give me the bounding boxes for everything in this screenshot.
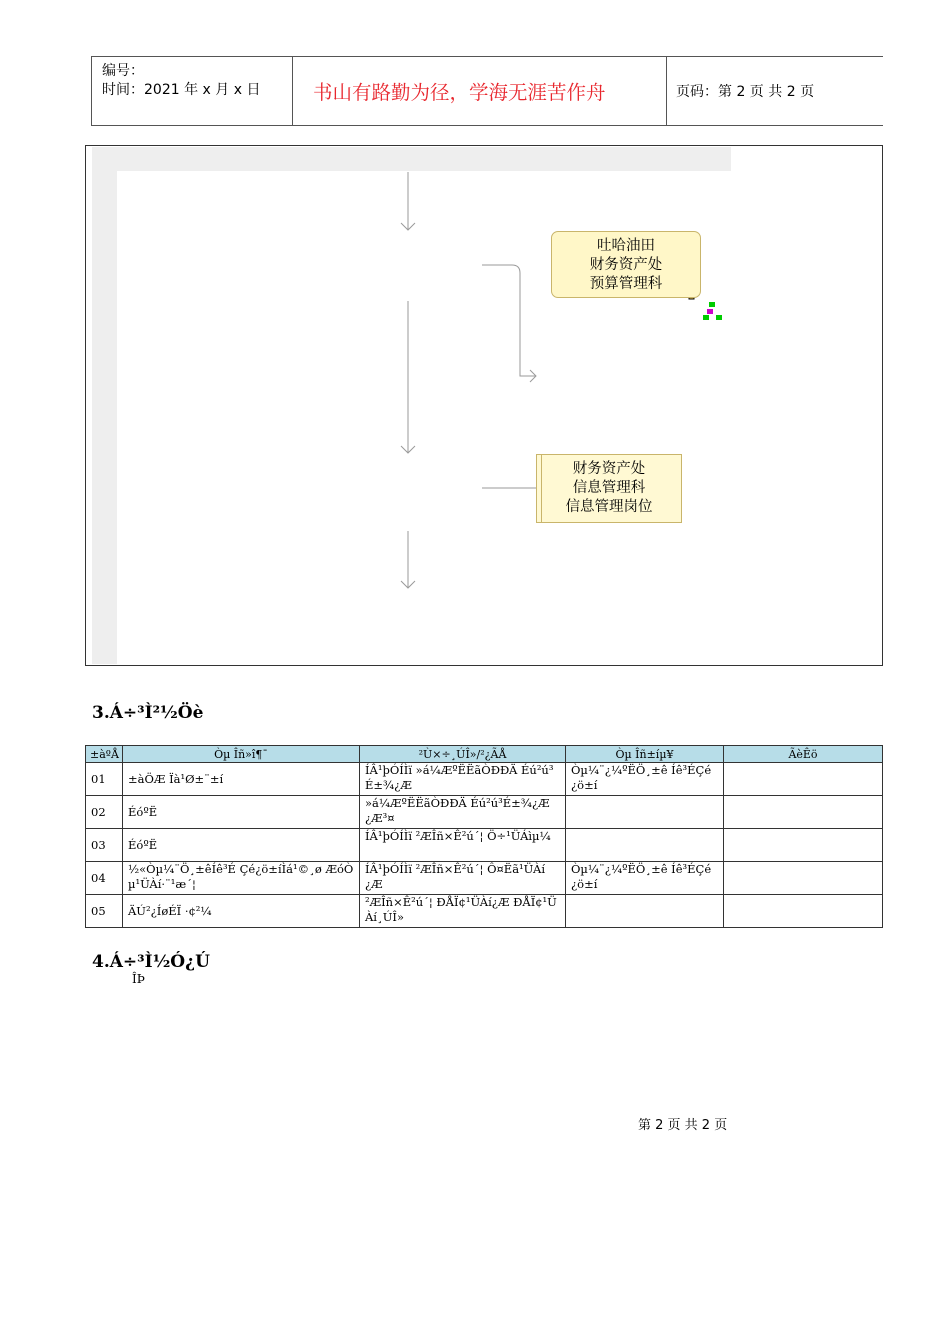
row-number: 05 — [86, 895, 123, 928]
col-operator: ²Ù×÷¸ÚÎ»/²¿ÃÅ — [360, 746, 566, 763]
flow-node-info-office — [536, 454, 682, 523]
flowchart-connectors — [86, 146, 882, 665]
table-row — [86, 829, 883, 862]
row-activity: ÄÚ²¿ÍøÉÏ ·¢²¼ — [123, 895, 360, 928]
document-time: 时间：2021 年 x 月 x 日 — [102, 82, 261, 98]
row-number: 02 — [86, 796, 123, 829]
header-motto-cell — [293, 57, 667, 125]
row-description — [724, 763, 883, 796]
row-form: Òµ¼¨¿¼ºËÖ¸±ê Íê³ÉÇé¿ö±í — [566, 763, 724, 796]
row-operator: ÍÂ¹þÓÍÌï ²ÆÎñ×Ê²ú´¦ Ö÷¹ÜÁìµ¼ — [360, 829, 566, 862]
node1-line3: 预算管理科 — [589, 276, 663, 292]
motto: 书山有路勤为径，学海无涯苦作舟 — [313, 81, 606, 104]
row-form — [566, 796, 724, 829]
row-description — [724, 796, 883, 829]
table-header-row — [86, 746, 883, 763]
node2-line1: 财务资产处 — [572, 461, 646, 477]
table-row — [86, 796, 883, 829]
row-description — [724, 895, 883, 928]
node1-line1: 吐哈油田 — [597, 238, 655, 254]
col-description: ÃèÊö — [724, 746, 883, 763]
document-number: 编号： — [102, 63, 144, 79]
table-row — [86, 895, 883, 928]
row-number: 04 — [86, 862, 123, 895]
row-description — [724, 829, 883, 862]
row-operator: ÍÂ¹þÓÍÌï »á¼ÆºËËãÒÐÐÄ Éú²ú³É±¾¿Æ — [360, 763, 566, 796]
process-steps-table — [85, 745, 883, 928]
section4-content: ÎÞ — [132, 972, 145, 986]
header-table — [91, 56, 883, 126]
row-activity: ±àÖÆ Ïà¹Ø±¨±í — [123, 763, 360, 796]
page-footer: 第 2 页 共 2 页 — [638, 1118, 728, 1133]
node2-bar — [541, 455, 542, 522]
flow-node-budget-office — [551, 231, 701, 298]
row-activity: ½«Òµ¼¨Ö¸±êÍê³É Çé¿ö±íÌá¹©¸ø ÆóÒµ¹ÜÀí·¨¹æ´¦ — [123, 862, 360, 895]
header-page-info: 页码：第 2 页 共 2 页 — [676, 84, 815, 100]
row-operator: ÍÂ¹þÓÍÌï ²ÆÎñ×Ê²ú´¦ Ô¤Ëã¹ÜÀí¿Æ — [360, 862, 566, 895]
header-meta-cell — [92, 57, 293, 125]
row-activity: ÉóºË — [123, 796, 360, 829]
row-form — [566, 895, 724, 928]
row-operator: ²ÆÎñ×Ê²ú´¦ ÐÅÏ¢¹ÜÀí¿Æ ÐÅÏ¢¹ÜÀí¸ÚÎ» — [360, 895, 566, 928]
section3-title: 3.Á÷³Ì²½Öè — [92, 703, 204, 723]
node2-line2: 信息管理科 — [572, 480, 646, 496]
col-activity: Òµ Îñ»î¶¯ — [123, 746, 360, 763]
col-form: Òµ Îñ±íµ¥ — [566, 746, 724, 763]
network-icon — [703, 302, 722, 320]
row-activity: ÉóºË — [123, 829, 360, 862]
row-description — [724, 862, 883, 895]
col-number: ±àºÅ — [86, 746, 123, 763]
connector-branch — [482, 265, 536, 376]
row-number: 01 — [86, 763, 123, 796]
row-form — [566, 829, 724, 862]
section4-title: 4.Á÷³Ì½Ó¿Ú — [92, 952, 210, 972]
row-form: Òµ¼¨¿¼ºËÖ¸±ê Íê³ÉÇé¿ö±í — [566, 862, 724, 895]
node1-line2: 财务资产处 — [589, 257, 663, 273]
table-row — [86, 862, 883, 895]
flowchart-frame — [85, 145, 883, 666]
row-number: 03 — [86, 829, 123, 862]
node2-line3: 信息管理岗位 — [565, 499, 653, 515]
row-operator: »á¼ÆºËËãÒÐÐÄ Éú²ú³É±¾¿Æ ¿Æ³¤ — [360, 796, 566, 829]
table-row — [86, 763, 883, 796]
